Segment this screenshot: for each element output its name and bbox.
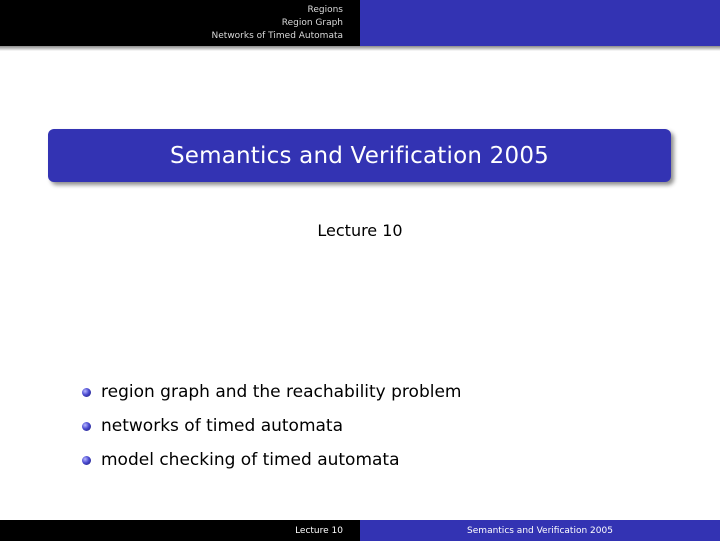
header-bar xyxy=(0,0,720,46)
bullet-text: region graph and the reachability problem xyxy=(101,382,462,402)
header-accent-panel xyxy=(360,0,720,46)
bullet-item xyxy=(82,409,462,443)
footer-left-panel xyxy=(0,520,360,541)
footer-lecture-label: Lecture 10 xyxy=(295,525,343,536)
nav-item-networks-of-timed-automata[interactable]: Networks of Timed Automata xyxy=(211,30,343,41)
bullet-icon xyxy=(82,422,91,431)
footer-right-panel xyxy=(360,520,720,541)
bullet-item xyxy=(82,443,462,477)
bullet-text: networks of timed automata xyxy=(101,416,344,436)
slide-title: Semantics and Verification 2005 xyxy=(169,142,550,169)
nav-item-regions[interactable]: Regions xyxy=(307,4,343,15)
bullet-item xyxy=(82,375,462,409)
header-shadow xyxy=(0,46,720,51)
title-box xyxy=(48,129,671,182)
nav-item-region-graph[interactable]: Region Graph xyxy=(281,17,343,28)
bullet-list xyxy=(82,375,462,477)
footer-bar xyxy=(0,520,720,541)
slide-subtitle: Lecture 10 xyxy=(317,221,403,240)
bullet-icon xyxy=(82,388,91,397)
section-navigation xyxy=(0,0,360,46)
bullet-icon xyxy=(82,456,91,465)
footer-course-title: Semantics and Verification 2005 xyxy=(467,525,613,536)
bullet-text: model checking of timed automata xyxy=(101,450,400,470)
